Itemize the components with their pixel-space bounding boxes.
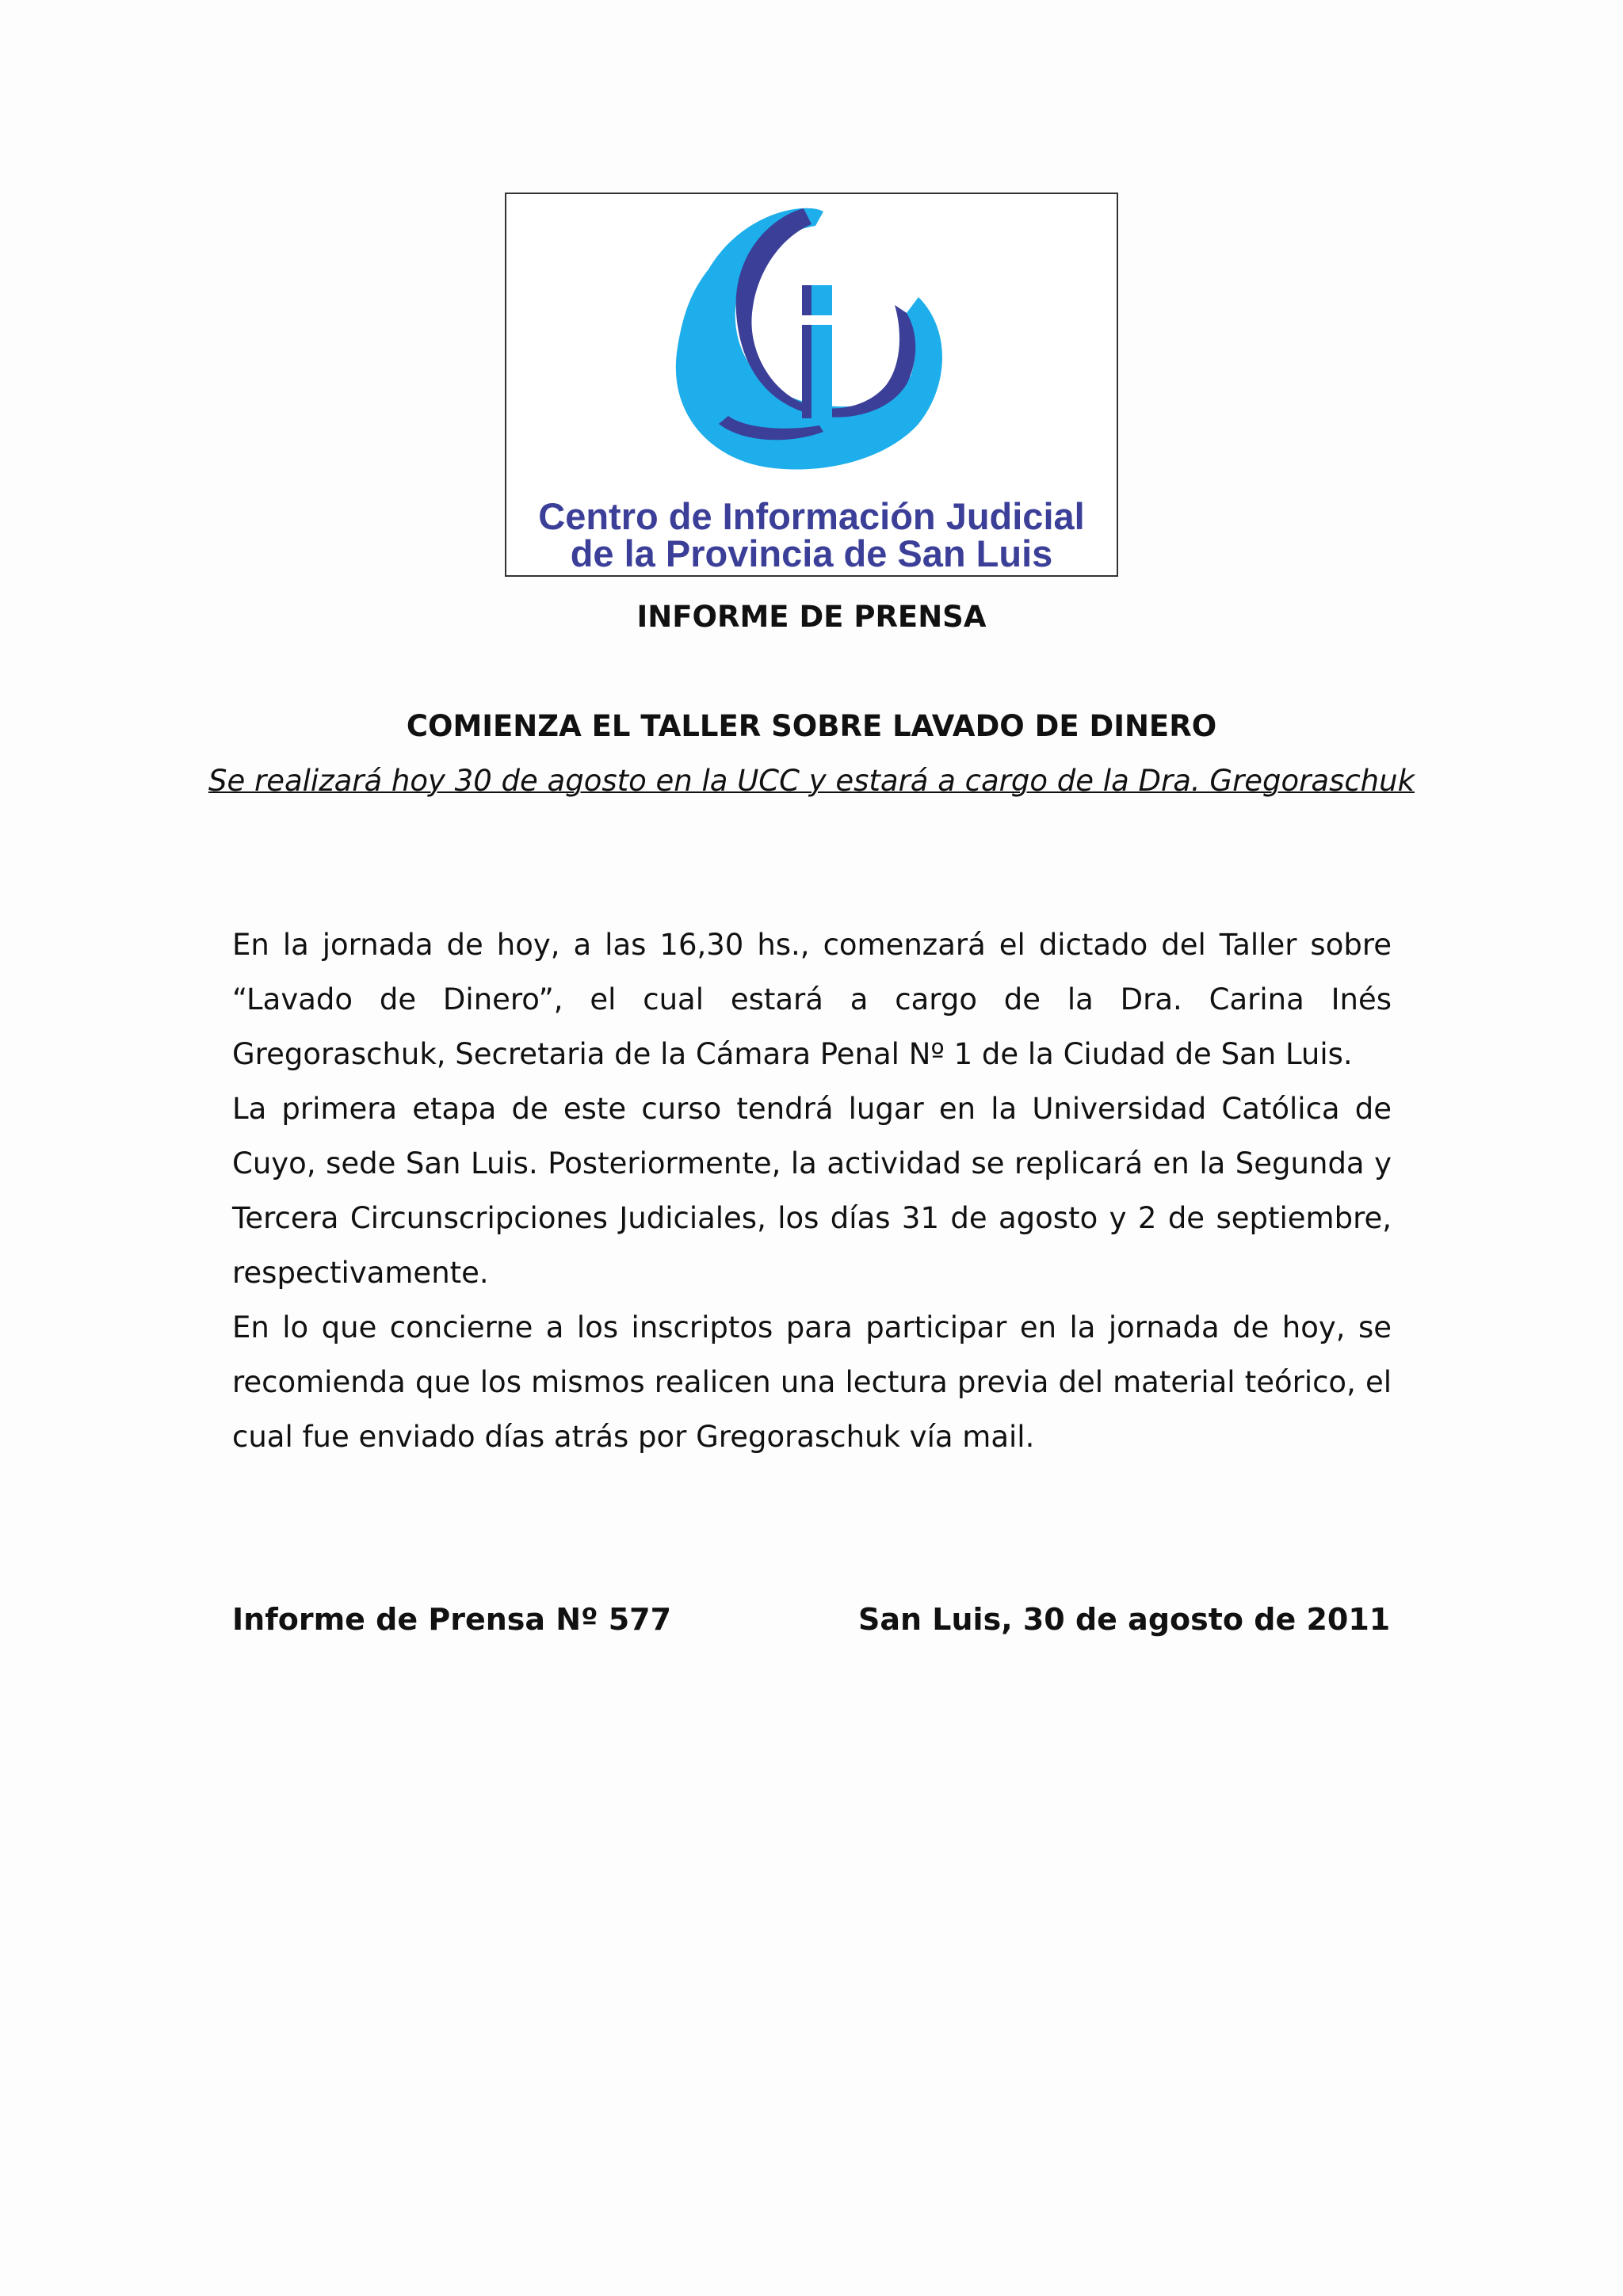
place-date: San Luis, 30 de agosto de 2011 [858,1602,1391,1637]
document-subtitle [0,753,1623,808]
body-paragraph: La primera etapa de este curso tendrá lugar en la Universidad Católica de Cuyo, sede San Luis. Posteriormente, la actividad se replicará en la Segunda y Tercera Circunscripciones Judiciales, los días 31 de agosto y 2 de septiembre, respectivamente. [232,1092,1392,1290]
report-number: Informe de Prensa Nº 577 [232,1602,672,1637]
logo-org-line-1: Centro de Información Judicial [538,495,1085,537]
logo-i-dot-dark-icon [802,285,812,315]
document-title: COMIENZA EL TALLER SOBRE LAVADO DE DINERO [406,709,1217,743]
document-label: INFORME DE PRENSA [636,600,987,634]
document-subtitle-text: Se realizará hoy 30 de agosto en la UCC y estará a cargo de la Dra. Gregoraschuk [208,764,1415,798]
cij-logo-icon [506,194,1117,479]
logo-box [505,193,1118,577]
body-paragraph: En lo que concierne a los inscriptos para participar en la jornada de hoy, se recomienda que los mismos realicen una lectura previa del material teórico, el cual fue enviado días atrás por Gregoraschuk vía mail. [232,1310,1392,1454]
logo-i-stem-dark-icon [802,325,812,418]
document-body [232,917,1392,1464]
logo-org-line-2: de la Provincia de San Luis [570,532,1053,574]
body-paragraph: En la jornada de hoy, a las 16,30 hs., comenzará el dictado del Taller sobre “Lavado de Dinero”, el cual estará a cargo de la Dra. Carina Inés Gregoraschuk, Secretaria de la Cámara Penal Nº 1 de la Ciudad de San Luis. [232,928,1392,1071]
